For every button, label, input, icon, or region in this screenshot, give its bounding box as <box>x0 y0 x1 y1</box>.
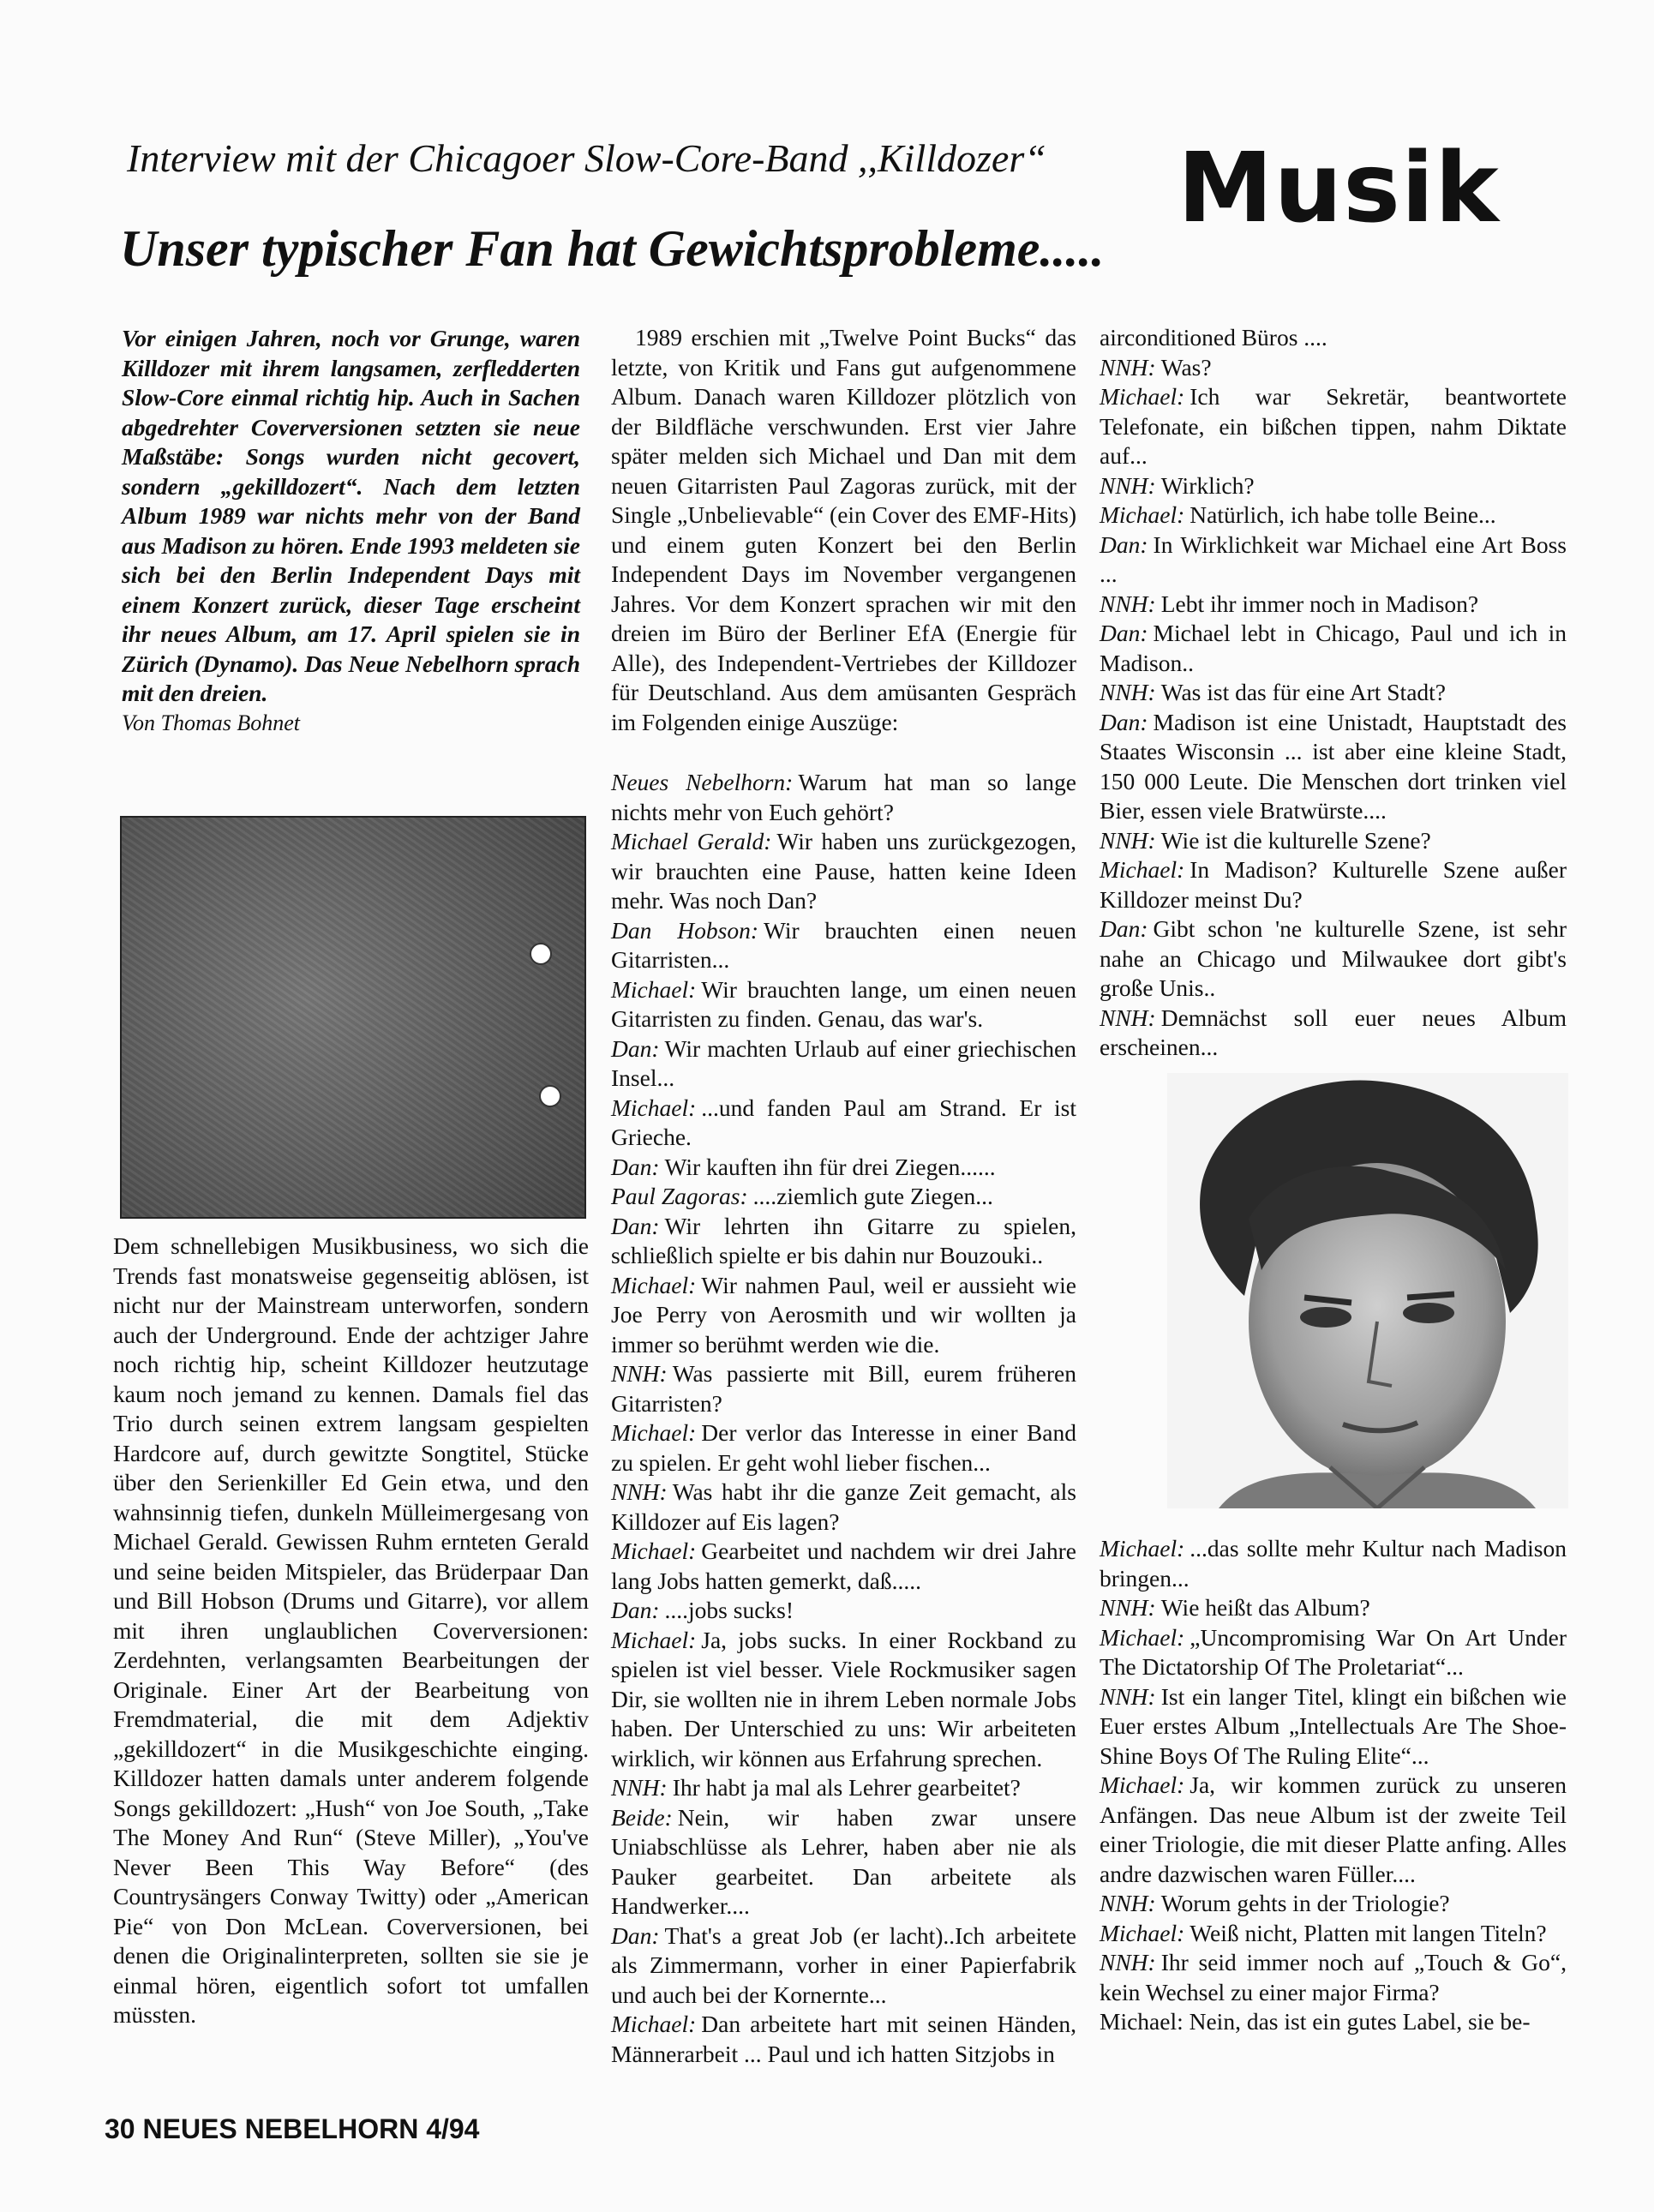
speaker-text: Was? <box>1160 353 1212 381</box>
interview-line <box>1100 678 1567 708</box>
interview-line <box>1100 590 1567 620</box>
interview-line <box>611 1094 1076 1153</box>
column-3-bottom <box>1100 1534 1567 2037</box>
speaker-label: NNH: <box>1100 1682 1156 1710</box>
interview-line <box>1100 619 1567 678</box>
interview-line <box>611 2010 1076 2069</box>
byline: Von Thomas Bohnet <box>122 710 300 735</box>
interview-line <box>1100 1919 1567 1949</box>
speaker-label: NNH: <box>1100 471 1156 499</box>
interview-line <box>1100 501 1567 531</box>
speaker-text: Michael: Nein, das ist ein gutes Label, sie be- <box>1100 2008 1531 2035</box>
interview-line <box>1100 1534 1567 1593</box>
interview-line <box>611 1153 1076 1183</box>
speaker-text: Wie ist die kulturelle Szene? <box>1160 826 1431 854</box>
speaker-label: NNH: <box>1100 679 1156 705</box>
speaker-text: Demnächst soll euer neues Album erscheinen... <box>1100 1004 1567 1060</box>
speaker-label: Dan: <box>1100 531 1148 558</box>
speaker-label: Michael: <box>611 1419 697 1446</box>
photo-spot <box>539 1085 561 1107</box>
speaker-label: NNH: <box>1100 1004 1156 1031</box>
interview-block <box>611 768 1076 2069</box>
portrait-photo <box>1167 1073 1568 1508</box>
speaker-text: ....ziemlich gute Ziegen... <box>752 1183 993 1209</box>
speaker-label: Michael: <box>1100 1919 1185 1946</box>
interview-line <box>611 1182 1076 1212</box>
speaker-label: Michael: <box>1100 1623 1185 1651</box>
interview-line <box>1100 1889 1567 1919</box>
speaker-text: Michael lebt in Chicago, Paul und ich in Madison.. <box>1100 620 1567 676</box>
interview-line <box>611 1626 1076 1774</box>
interview-line <box>611 1921 1076 2011</box>
speaker-text: Was ist das für eine Art Stadt? <box>1160 679 1446 705</box>
speaker-label: Dan Hobson: <box>611 916 758 944</box>
speaker-text: Wie heißt das Album? <box>1160 1594 1370 1621</box>
column-3-top <box>1100 323 1567 1063</box>
speaker-text: Wir kauften ihn für drei Ziegen...... <box>664 1153 996 1180</box>
speaker-label: Michael: <box>1100 383 1185 410</box>
speaker-label: NNH: <box>611 1360 668 1387</box>
speaker-label: NNH: <box>1100 1949 1156 1975</box>
speaker-label: Michael: <box>1100 856 1185 883</box>
interview-line <box>1100 1623 1567 1682</box>
speaker-text: Lebt ihr immer noch in Madison? <box>1160 590 1479 617</box>
speaker-label: Dan: <box>1100 620 1148 646</box>
interview-line <box>611 768 1076 827</box>
speaker-label: Michael Gerald: <box>611 828 772 854</box>
interview-line <box>1100 353 1567 383</box>
interview-line <box>611 1359 1076 1418</box>
speaker-text: Wir brauchten lange, um einen neuen Gitarristen zu finden. Genau, das war's. <box>611 975 1076 1032</box>
interview-line <box>1100 471 1567 501</box>
article-subhead: Interview mit der Chicagoer Slow-Core-Band ,,Killdozer“ <box>127 136 1046 180</box>
interview-line <box>1100 708 1567 826</box>
speaker-label: NNH: <box>1100 353 1156 381</box>
speaker-text: ...und fanden Paul am Strand. Er ist Grieche. <box>611 1094 1076 1150</box>
interview-line <box>1100 855 1567 914</box>
speaker-text: Gibt schon 'ne kulturelle Szene, ist sehr nahe an Chicago und Milwaukee dort gibt's große Unis.. <box>1100 915 1567 1001</box>
speaker-text: Warum hat man so lange nichts mehr von Euch gehört? <box>611 769 1076 825</box>
speaker-text: Ihr habt ja mal als Lehrer gearbeitet? <box>672 1774 1021 1801</box>
interview-line <box>1100 1593 1567 1623</box>
interview-line <box>1100 2007 1567 2037</box>
interview-line <box>1100 323 1567 353</box>
article-headline: Unser typischer Fan hat Gewichtsprobleme..... <box>120 220 1105 277</box>
speaker-text: Ihr seid immer noch auf „Touch & Go“, kein Wechsel zu einer major Firma? <box>1100 1949 1567 2005</box>
speaker-text: Ja, wir kommen zurück zu unseren Anfängen. Das neue Album ist der zweite Teil einer Triologie, die mit dieser Platte anfing. Alles andre dazwischen waren Füller.... <box>1100 1771 1567 1887</box>
speaker-text: Wir nahmen Paul, weil er aussieht wie Joe Perry von Aerosmith und wir wollten ja immer so berühmt werden wie die. <box>611 1271 1076 1358</box>
speaker-label: Michael: <box>611 2011 697 2037</box>
column-1-body <box>113 1232 589 2030</box>
interview-line <box>611 1271 1076 1360</box>
speaker-text: Wirklich? <box>1160 471 1255 499</box>
speaker-label: NNH: <box>1100 1890 1156 1916</box>
speaker-label: Dan: <box>1100 708 1148 735</box>
interview-line <box>1100 826 1567 856</box>
speaker-label: NNH: <box>1100 590 1156 617</box>
speaker-label: Dan: <box>611 1597 660 1623</box>
section-title: Musik <box>1178 133 1500 244</box>
interview-line <box>611 916 1076 975</box>
speaker-label: NNH: <box>1100 1594 1156 1621</box>
photo-spot <box>530 943 552 965</box>
interview-line <box>1100 914 1567 1004</box>
speaker-text: airconditioned Büros .... <box>1100 324 1327 351</box>
interview-line <box>611 1212 1076 1271</box>
interview-block <box>1100 1534 1567 2037</box>
speaker-text: Wir lehrten ihn Gitarre zu spielen, schließlich spielte er bis dahin nur Bouzouki.. <box>611 1212 1076 1268</box>
column-2 <box>611 323 1076 2069</box>
interview-line <box>611 1418 1076 1478</box>
interview-line <box>611 1596 1076 1626</box>
intro-text: Vor einigen Jahren, noch vor Grunge, waren Killdozer mit ihrem langsamen, zerfledderten Slow-Core einmal richtig hip. Auch in Sachen abgedrehter Coverversionen setzten sie neue Maßstäbe: Songs wurden nicht gecovert, sondern „gekilldozert“. Nach dem letzten Album 1989 war nichts mehr von der Band aus Madison zu hören. Ende 1993 meldeten sie sich bei den Berlin Independent Days mit einem Konzert zurück, dieser Tage erscheint ihr neues Album, am 17. April spielen sie in Zürich (Dynamo). Das Neue Nebelhorn sprach mit den dreien. <box>122 325 580 706</box>
speaker-label: Beide: <box>611 1803 673 1831</box>
interview-line <box>1100 382 1567 471</box>
page-footer: 30 NEUES NEBELHORN 4/94 <box>105 2113 480 2144</box>
speaker-label: Neues Nebelhorn: <box>611 769 794 795</box>
speaker-label: Dan: <box>611 1034 660 1062</box>
band-photo <box>120 816 586 1219</box>
interview-line <box>611 1034 1076 1094</box>
interview-line <box>611 1773 1076 1803</box>
speaker-text: Dan arbeitete hart mit seinen Händen, Männerarbeit ... Paul und ich hatten Sitzjobs in <box>611 2011 1076 2067</box>
speaker-label: Michael: <box>1100 1535 1185 1562</box>
speaker-label: Michael: <box>611 1626 697 1653</box>
speaker-text: ....jobs sucks! <box>664 1597 794 1623</box>
interview-line <box>1100 531 1567 590</box>
speaker-text: Wir brauchten einen neuen Gitarristen... <box>611 916 1076 973</box>
speaker-label: Dan: <box>611 1921 660 1949</box>
speaker-text: „Uncompromising War On Art Under The Dictatorship Of The Proletariat“... <box>1100 1623 1567 1680</box>
speaker-text: Ich war Sekretär, beantwortete Telefonate, ein bißchen tippen, nahm Diktate auf... <box>1100 383 1567 469</box>
speaker-text: Weiß nicht, Platten mit langen Titeln? <box>1190 1919 1547 1946</box>
interview-block <box>1100 323 1567 1063</box>
interview-line <box>1100 1771 1567 1889</box>
speaker-label: Dan: <box>611 1212 660 1239</box>
interview-line <box>611 1537 1076 1596</box>
speaker-text: In Wirklichkeit war Michael eine Art Boss ... <box>1100 531 1567 587</box>
speaker-label: Dan: <box>611 1153 660 1180</box>
speaker-label: NNH: <box>611 1478 668 1505</box>
speaker-text: Nein, wir haben zwar unsere Uniabschlüsse als Lehrer, haben aber nie als Pauker gearbeitet. Dan arbeitete als Handwerker.... <box>611 1803 1076 1919</box>
paragraph-gap <box>611 737 1076 768</box>
body-paragraph: 1989 erschien mit „Twelve Point Bucks“ das letzte, von Kritik und Fans gut aufgenommene Album. Danach waren Killdozer plötzlich von der Bildfläche verschwunden. Erst vier Jahre später melden sich Michael und Dan mit dem neuen Gitarristen Paul Zagoras zurück, mit der Single „Unbelievable“ (ein Cover des EMF-Hits) und einem guten Konzert bei den Berlin Independent Days im November vergangenen Jahres. Vor dem Konzert sprachen wir mit den dreien im Büro der Berliner EfA (Energie für Alle), des Independent-Vertriebes der Killdozer für Deutschland. Aus dem amüsanten Gespräch im Folgenden einige Auszüge: <box>611 324 1076 735</box>
column-1-intro <box>122 324 580 738</box>
interview-line <box>1100 1948 1567 2007</box>
speaker-text: Ist ein langer Titel, klingt ein bißchen wie Euer erstes Album „Intellectuals Are The Shoe-Shine Boys Of The Ruling Elite“... <box>1100 1682 1567 1769</box>
speaker-text: Wir machten Urlaub auf einer griechischen Insel... <box>611 1034 1076 1091</box>
speaker-label: NNH: <box>611 1774 668 1801</box>
portrait-image <box>1167 1073 1568 1508</box>
speaker-text: In Madison? Kulturelle Szene außer Killdozer meinst Du? <box>1100 856 1567 913</box>
speaker-label: Paul Zagoras: <box>611 1183 748 1209</box>
interview-line <box>611 1478 1076 1537</box>
interview-line <box>611 1803 1076 1921</box>
body-paragraph: Dem schnellebigen Musikbusiness, wo sich die Trends fast monatsweise gegenseitig ablösen, ist nicht nur der Mainstream unterworfen, sondern auch der Underground. Ende der achtziger Jahre noch richtig hip, scheint Killdozer heutzutage kaum noch jemand zu kennen. Damals fiel das Trio durch seinen extrem langsam gespielten Hardcore auf, durch gewitzte Songtitel, Stücke über den Serienkiller Ed Gein etwa, und den wahnsinnig tiefen, dunkeln Mülleimergesang von Michael Gerald. Gewissen Ruhm ernteten Gerald und seine beiden Mitspieler, das Brüderpaar Dan und Bill Hobson (Drums und Gitarre), vor allem mit ihren unglaublichen Coverversionen: Zerdehnten, verlangsamten Bearbeitungen der Originale. Einer Art der Bearbeitung von Fremdmaterial, die mit dem Adjektiv „gekilldozert“ in die Musikgeschichte einging. Killdozer hatten damals unter anderem folgende Songs gekilldozert: „Hush“ von Joe South, „Take The Money And Run“ (Steve Miller), „You've Never Been This Way Before“ (des Countrysängers Conway Twitty) oder „American Pie“ von Don McLean. Coverversionen, bei denen die Originalinterpreten, sollten sie sie je einmal hören, eigentlich sofort tot umfallen müssten. <box>113 1232 589 2028</box>
interview-line <box>1100 1682 1567 1771</box>
speaker-label: Michael: <box>611 1094 697 1121</box>
speaker-text: ...das sollte mehr Kultur nach Madison bringen... <box>1100 1535 1567 1592</box>
speaker-label: Michael: <box>611 975 697 1003</box>
speaker-text: That's a great Job (er lacht)..Ich arbeitete als Zimmermann, vorher in einer Papierfabrik und auch bei der Kornernte... <box>611 1921 1076 2008</box>
interview-line <box>1100 1004 1567 1063</box>
speaker-text: Der verlor das Interesse in einer Band zu spielen. Er geht wohl lieber fischen... <box>611 1419 1076 1476</box>
speaker-text: Gearbeitet und nachdem wir drei Jahre lang Jobs hatten gemerkt, daß..... <box>611 1538 1076 1594</box>
speaker-text: Was passierte mit Bill, eurem früheren Gitarristen? <box>611 1360 1076 1417</box>
speaker-text: Was habt ihr die ganze Zeit gemacht, als Killdozer auf Eis lagen? <box>611 1478 1076 1535</box>
speaker-text: Madison ist eine Unistadt, Hauptstadt des Staates Wisconsin ... ist aber eine kleine Stadt, 150 000 Leute. Die Menschen dort trinken viel Bier, essen viele Bratwürste.... <box>1100 708 1567 824</box>
speaker-text: Ja, jobs sucks. In einer Rockband zu spielen ist viel besser. Viele Rockmusiker sagen Dir, sie wollten nie in ihrem Leben normale Jobs haben. Der Unterschied zu uns: Wir arbeiteten wirklich, wir können aus Erfahrung sprechen. <box>611 1626 1076 1771</box>
speaker-label: Michael: <box>611 1271 697 1298</box>
speaker-label: Michael: <box>1100 1771 1185 1798</box>
speaker-text: Natürlich, ich habe tolle Beine... <box>1190 501 1496 528</box>
interview-line <box>611 827 1076 916</box>
speaker-text: Worum gehts in der Triologie? <box>1160 1890 1450 1916</box>
speaker-label: NNH: <box>1100 826 1156 854</box>
speaker-text: Wir haben uns zurückgezogen, wir brauchten eine Pause, hatten keine Ideen mehr. Was noch Dan? <box>611 828 1076 914</box>
speaker-label: Michael: <box>611 1538 697 1564</box>
speaker-label: Michael: <box>1100 501 1185 528</box>
speaker-label: Dan: <box>1100 915 1148 942</box>
interview-line <box>611 975 1076 1034</box>
